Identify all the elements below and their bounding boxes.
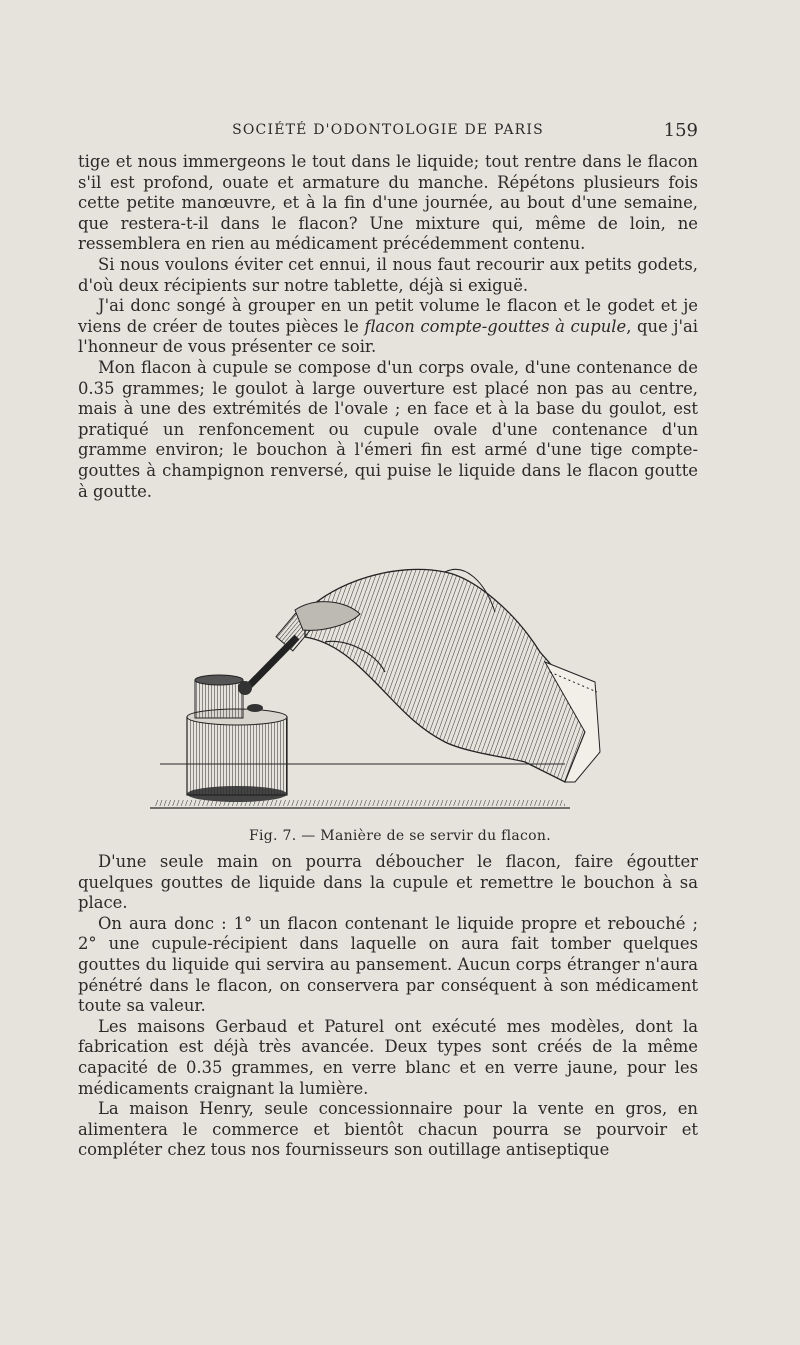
- figure-illustration: [145, 542, 605, 822]
- paragraph-flacon-after: , que j'ai l'honneur de vous présenter ce soir.: [78, 316, 699, 357]
- paragraph-godets: Si nous voulons éviter cet ennui, il nous faut recourir aux petits godets, d'où deux récipients sur notre tablette, déjà si exiguë.: [78, 254, 698, 295]
- paragraph-description: Mon flacon à cupule se compose d'un corps ovale, d'une contenance de 0.35 grammes; le goulot à large ouverture est placé non pas au centre, mais à une des extrémités de l'ovale ; en face et à la base du goulot, est pratiqué un renfoncement ou cupule ovale d'une contenance d'un gramme environ; le bouchon à l'émeri fin est armé d'une tige compte-gouttes à champignon renversé, qui puise le liquide dans le flacon goutte à goutte.: [78, 357, 698, 501]
- page-header: [78, 120, 698, 142]
- paragraph-makers: Les maisons Gerbaud et Paturel ont exécuté mes modèles, dont la fabrication est déjà très avancée. Deux types sont créés de la même capacité de 0.35 grammes, en verre blanc et en verre jaune, pour les médicaments craignant la lumière.: [78, 1016, 698, 1098]
- hand-bottle-engraving: [145, 542, 605, 822]
- paragraph-continuation: tige et nous immergeons le tout dans le liquide; tout rentre dans le flacon s'il est profond, ouate et armature du manche. Répétons plusieurs fois cette petite manœuvre, et à la fin d'une journée, au bout d'une semaine, que restera-t-il dans le flacon? Une mixture qui, même de loin, ne ressemblera en rien au médicament précédemment contenu.: [78, 152, 698, 254]
- page-number: 159: [663, 120, 698, 141]
- text-block-top: [78, 152, 698, 502]
- running-head: SOCIÉTÉ D'ODONTOLOGIE DE PARIS: [232, 122, 544, 138]
- paragraph-result: On aura donc : 1° un flacon contenant le liquide propre et rebouché ; 2° une cupule-récipient dans laquelle on aura fait tomber quelques gouttes du liquide qui servira au pansement. Aucun corps étranger n'aura pénétré dans le flacon, on conservera par conséquent à son médicament toute sa valeur.: [78, 913, 698, 1016]
- paragraph-flacon-before: J'ai donc songé à grouper en un petit volume le flacon et le godet et je viens de créer de toutes pièces le: [78, 296, 698, 336]
- figure-caption: Fig. 7. — Manière de se servir du flacon.: [249, 828, 551, 844]
- paragraph-flacon: [78, 296, 698, 358]
- text-block-bottom: [78, 852, 698, 1161]
- paragraph-distribution: La maison Henry, seule concessionnaire pour la vente en gros, en alimentera le commerce et bientôt chacun pourra se pourvoir et compléter chez tous nos fournisseurs son outillage antiseptique: [78, 1099, 698, 1160]
- flacon-name-italic: flacon compte-gouttes à cupule: [364, 316, 627, 336]
- paragraph-usage: D'une seule main on pourra déboucher le flacon, faire égoutter quelques gouttes de liquide dans la cupule et remettre le bouchon à sa place.: [78, 852, 698, 913]
